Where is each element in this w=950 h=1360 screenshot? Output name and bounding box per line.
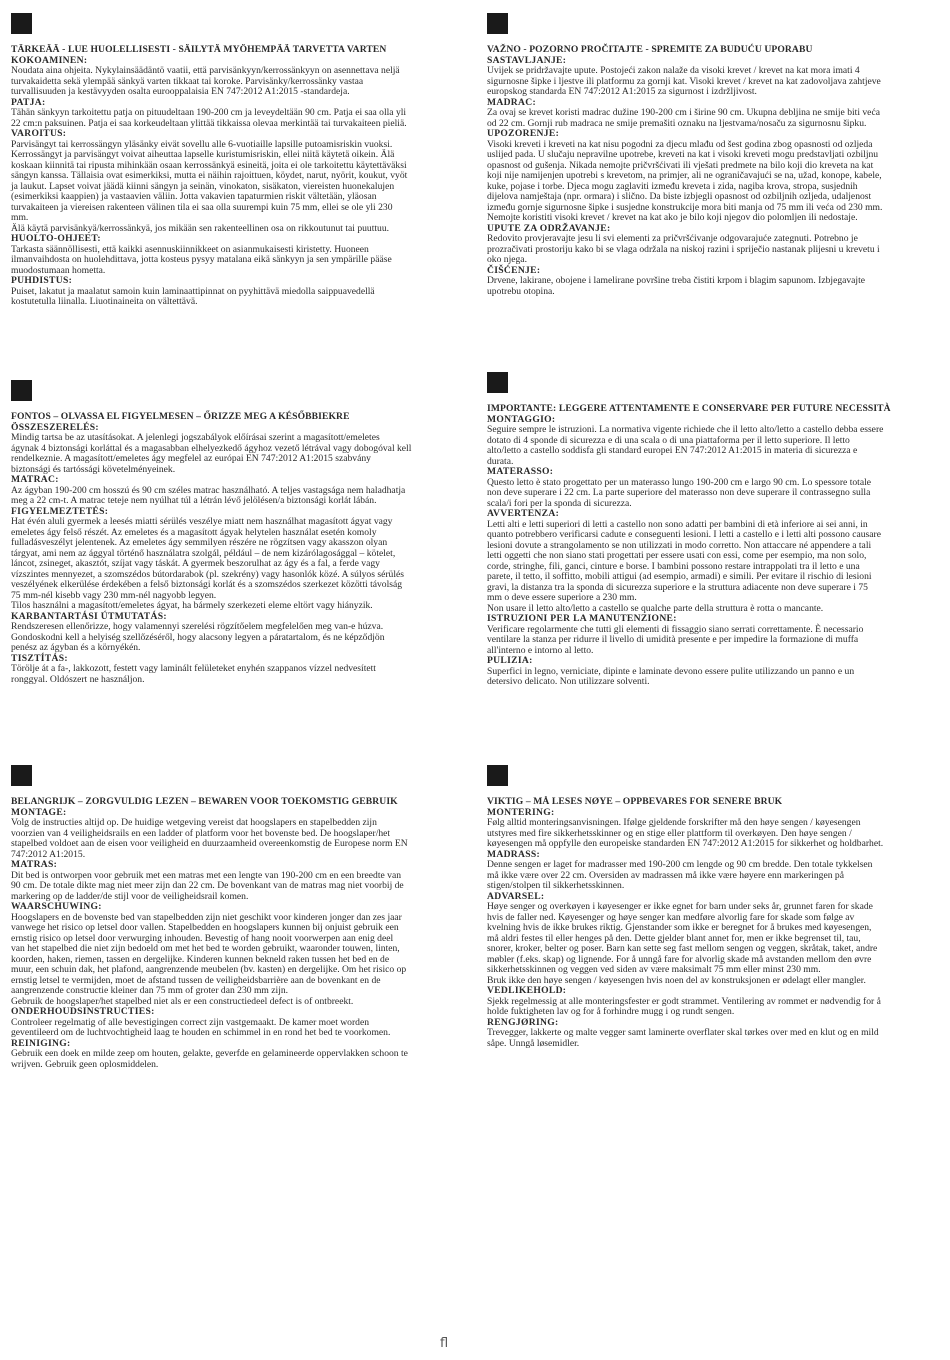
section-text: Gebruik een doek en milde zeep om houten, gelakte, geverfde en gelamineerde oppervlakken schoon te wrijven. Gebruik geen oplosmiddelen.: [11, 1048, 408, 1070]
section-text: Volg de instructies altijd op. De huidige wetgeving vereist dat hoogslapers en stapelbedden zijn voorzien van 4 veiligheidsrails en een ladder of platform voor het bovenste bed. De hoogslaper/het stapelbed voldoet aan de eisen voor veiligheid en duurzaamheid overeenkomstig de Europese norm EN 747:2012 A1:2015.: [11, 817, 408, 860]
block-title: VAŽNO - POZORNO PROČITAJTE - SPREMITE ZA BUDUĆU UPORABU: [487, 44, 813, 55]
section-text: Mindig tartsa be az utasításokat. A jelenlegi jogszabályok előírásai szerint a magasított/emeletes ágynak 4 biztonsági korláttal és a magasabban elhelyezkedő ágyhoz vezető létrával vagy dobogóval kell rendelkeznie. A magasított/emeletes ágy megfelel az európai EN 747:2012 A1:2015 szabvány biztonsági és tartóssági követelményeinek.: [11, 432, 412, 475]
instruction-block-hr: [487, 13, 939, 297]
instruction-block-no: [487, 765, 939, 1049]
section-marker-square: [11, 13, 32, 34]
section-heading: AVVERTENZA:: [487, 508, 560, 519]
section-heading: WAARSCHUWING:: [11, 901, 102, 912]
section-text: Seguire sempre le istruzioni. La normativa vigente richiede che il letto alto/letto a castello debba essere dotato di 4 sponde di sicurezza e di una scala o di una piattaforma per il letto superiore. Il letto alto/letto a castello soddisfa gli standard europei EN 747:2012 A1:2015 in materia di sicurezza e durata.: [487, 424, 884, 467]
block-title: TÄRKEÄÄ - LUE HUOLELLISESTI - SÄILYTÄ MYÖHEMPÄÄ TARVETTA VARTEN: [11, 44, 387, 55]
section-text: Controleer regelmatig of alle bevestigingen correct zijn vastgemaakt. De kamer moet worden geventileerd om de luchtvochtigheid laag te houden en schimmel in en rond het bed te voorkomen.: [11, 1016, 391, 1038]
section-heading: PATJA:: [11, 96, 46, 108]
section-text: Letti alti e letti superiori di letti a castello non sono adatti per bambini di età inferiore ai sei anni, in quanto potrebbero verificarsi cadute e conseguenti lesioni. I letti a castello e i letti alti possono causare lesioni dovute a strangolamento se non utilizzati in modo corretto. Non attaccare né appendere a tali letti oggetti che non siano stati progettati per essere usati con essi, come per esempio, ma non solo, corde, stringhe, fili, ganci, cinture e borse. I bambini possono restare intrappolati tra il letto e una parete, il tetto, il soffitto, mobili attigui (ad esempio, armadi) e simili. Per evitare il rischio di lesioni gravi, la distanza tra la sponda di sicurezza superiore e la struttura adiacente non deve superare i 75 mm o deve essere superiore a 230 mm. Non usare il letto alto/letto a castello se qualche parte della struttura è rotta o mancante.: [487, 518, 882, 614]
section-heading: ISTRUZIONI PER LA MANUTENZIONE:: [487, 613, 677, 624]
section-marker-square: [487, 372, 508, 393]
section-text: Za ovaj se krevet koristi madrac dužine 190-200 cm i širine 90 cm. Ukupna debljina ne smije biti veća od 22 cm. Gornji rub madraca ne smije premašiti oznaku na ljestvama/nosaču za sigurnosnu šipku.: [487, 107, 880, 129]
section-text: Hoogslapers en de bovenste bed van stapelbedden zijn niet geschikt voor kinderen jonger dan zes jaar vanwege het risico op letsel door vallen. Stapelbedden en hoogslapers kunnen bij onjuist gebruik een ernstig risico op letsel door verwurging inhouden. Bevestig of hang nooit voorwerpen aan enig deel van het stapelbed die niet zijn bedoeld om met het bed te worden gebruikt, waaronder touwen, linten, koorden, haken, riemen, tassen en dergelijke. Kinderen kunnen bekneld raken tussen het bed en de muur, een schuin dak, het plafond, aangrenzende meubelen (bv. kasten) en dergelijke. Om het risico op ernstig letsel te vermijden, moet de afstand tussen de veiligheidsbarrière aan de bovenkant en de aangrenzende constructie kleiner dan 75 mm of groter dan 230 mm zijn. Gebruik de hoogslaper/het stapelbed niet als er een constructiedeel defect is of ontbreekt.: [11, 911, 407, 1007]
section-text: Følg alltid monteringsanvisningen. Ifølge gjeldende forskrifter må den høye sengen / køyesengen utstyres med fire sikkerhetsskinner og en stige eller plattform til overkøyen. Den høye sengen / køyesengen må oppfylle den europeiske standarden EN 747:2012 A1:2015 for sikkerhet og holdbarhet.: [487, 817, 884, 849]
section-heading: UPOZORENJE:: [487, 128, 560, 139]
section-text: Uvijek se pridržavajte upute. Postojeći zakon nalaže da visoki krevet / krevet na kat mora imati 4 sigurnosne šipke i ljestve ili platformu za gornji kat. Visoki krevet / krevet na kat zadovoljava zahtjeve europskog standarda EN 747:2012 A1:2015 za sigurnost i izdržljivost.: [487, 65, 881, 97]
section-text: Drvene, lakirane, obojene i lamelirane površine treba čistiti krpom i blagim sapunom. Izbjegavajte upotrebu otopina.: [487, 275, 866, 297]
section-heading: MONTERING:: [487, 806, 555, 818]
section-heading: PULIZIA:: [487, 655, 533, 666]
section-text: Tähän sänkyyn tarkoitettu patja on pituudeltaan 190-200 cm ja leveydeltään 90 cm. Patja ei saa olla yli 22 cm:n paksuinen. Patja ei saa korkeudeltaan ylittää tikkaissa olevaa merkintää tai turvakaiteen pieliä.: [11, 107, 407, 129]
instruction-block-nl: [11, 765, 463, 1070]
section-heading: VAROITUS:: [11, 128, 67, 139]
section-text: Puiset, lakatut ja maalatut samoin kuin laminaattipinnat on pyyhittävä miedolla saippuavedellä kostutetulla liinalla. Liuotinaineita on vältettävä.: [11, 285, 375, 307]
section-heading: RENGJØRING:: [487, 1016, 559, 1028]
section-marker-square: [487, 765, 508, 786]
block-title: VIKTIG – MÅ LESES NØYE – OPPBEVARES FOR SENERE BRUK: [487, 796, 783, 807]
section-marker-square: [487, 13, 508, 34]
section-text: Questo letto è stato progettato per un materasso lungo 190-200 cm e largo 90 cm. Lo spessore totale non deve superare i 22 cm. La parte superiore del materasso non deve superare il contrassegno sulla scala/i fori per la sponda di sicurezza.: [487, 476, 872, 509]
section-heading: KOKOAMINEN:: [11, 54, 88, 66]
section-text: Noudata aina ohjeita. Nykylainsäädäntö vaatii, että parvisänkyyn/kerrossänkyyn on asennettava neljä turvakaidetta sekä ylempää sänkyä varten tikkaat tai koroke. Parvisänky/kerrossänky vastaa turvallisuuden ja kestävyyden osalta eurooppalaisia EN 747:2012 A1:2015 -standardeja.: [11, 65, 400, 97]
section-heading: HUOLTO-OHJEET:: [11, 233, 101, 244]
section-heading: SASTAVLJANJE:: [487, 54, 567, 66]
section-marker-square: [11, 380, 32, 401]
page-footer-mark: fl: [440, 1336, 449, 1351]
section-text: Verificare regolarmente che tutti gli elementi di fissaggio siano serrati correttamente. È necessario ventilare la stanza per ridurre il livello di umidità presente e per impedire la formazione di muffa all'interno e intorno al letto.: [487, 623, 864, 656]
section-heading: MADRASS:: [487, 848, 541, 860]
instruction-block-it: [487, 372, 939, 688]
section-heading: MONTAGGIO:: [487, 413, 556, 425]
section-text: Dit bed is ontworpen voor gebruik met een matras met een lengte van 190-200 cm en een breedte van 90 cm. De totale dikte mag niet meer zijn dan 22 cm. De bovenkant van de matras mag niet voorbij de markering op de ladder/de stijl voor de veiligheidsrail komen.: [11, 869, 404, 902]
section-text: Rendszeresen ellenőrizze, hogy valamennyi szerelési rögzítőelem megfelelően meg van-e húzva. Gondoskodni kell a helyiség szellőzéséről, hogy alacsony legyen a páratartalom, és ne képződjön penész az ágyban és a környékén.: [11, 621, 385, 653]
section-heading: TISZTÍTÁS:: [11, 652, 68, 664]
section-heading: MATERASSO:: [487, 466, 554, 477]
section-heading: REINIGING:: [11, 1037, 71, 1049]
section-text: Parvisängyt tai kerrossängyn yläsänky eivät sovellu alle 6-vuotiaille lapsille putoamisriskin vuoksi. Kerrossängyt ja parvisängyt voivat aiheuttaa lapselle kuristumisriskin, ellei niitä käytetä oikein. Älä koskaan kiinnitä tai ripusta mihinkään osaan kerrossänkyä esineitä, joita ei ole tarkoitettu käytettäväksi sängyn kanssa. Tällaisia ovat esimerkiksi, mutta ei näihin rajoittuen, köydet, narut, nyörit, koukut, vyöt ja laukut. Lapset voivat jäädä kiinni sängyn ja seinän, vinokaton, sisäkaton, viereisten huonekalujen (esimerkiksi kaappien) ja vastaavien väliin. Jotta vakavien tapaturmien riskit vältetään, yläosan turvakaiteen ja viereisen rakenteen välinen tila ei saa olla suurempi kuin 75 mm, ellei se ole yli 230 mm. Älä käytä parvisänkyä/kerrossänkyä, jos mikään sen rakenteellinen osa on rikkoutunut tai puuttuu.: [11, 138, 408, 234]
section-text: Tarkasta säännöllisesti, että kaikki asennuskiinnikkeet on asianmukaisesti kiristetty. Huoneen ilmanvaihdosta on huolehdittava, jotta kosteus pysyy matalana eikä sänkyyn ja sen ympärille pääse muodostumaan hometta.: [11, 243, 392, 276]
section-text: Sjekk regelmessig at alle monteringsfester er godt strammet. Ventilering av rommet er nødvendig for å holde fuktigheten lav og for å forhindre mugg i og rundt sengen.: [487, 995, 881, 1017]
section-heading: KARBANTARTÁSI ÚTMUTATÁS:: [11, 610, 167, 622]
section-text: Redovito provjeravajte jesu li svi elementi za pričvršćivanje odgovarajuće zategnuti. Potrebno je prozračivati prostoriju kako bi se vlaga održala na niskoj razini i spriječio nastanak plijesni u krevetu i oko njega.: [487, 233, 880, 265]
section-heading: ONDERHOUDSINSTRUCTIES:: [11, 1006, 155, 1017]
instruction-block-fi: [11, 13, 463, 308]
section-heading: PUHDISTUS:: [11, 275, 73, 286]
block-title: IMPORTANTE: LEGGERE ATTENTAMENTE E CONSERVARE PER FUTURE NECESSITÀ: [487, 403, 891, 414]
section-text: Denne sengen er laget for madrasser med 190-200 cm lengde og 90 cm bredde. Den totale tykkelsen må ikke være over 22 cm. Oversiden av madrassen må ikke være høyere enn markeringen på stigen/stolpen til sikkerhetsskinnen.: [487, 859, 873, 891]
section-heading: MATRAC:: [11, 474, 59, 485]
block-title: FONTOS – OLVASSA EL FIGYELMESEN – ŐRIZZE MEG A KÉSŐBBIEKRE: [11, 411, 350, 422]
section-text: Trevegger, lakkerte og malte vegger samt laminerte overflater skal tørkes over med en klut og en mild såpe. Unngå løsemidler.: [487, 1027, 879, 1049]
section-marker-square: [11, 765, 32, 786]
block-title: BELANGRIJK – ZORGVULDIG LEZEN – BEWAREN VOOR TOEKOMSTIG GEBRUIK: [11, 796, 398, 807]
section-text: Superfici in legno, verniciate, dipinte e laminate devono essere pulite utilizzando un panno e un detersivo delicato. Non utilizzare solventi.: [487, 665, 855, 687]
section-text: Høye senger og overkøyen i køyesenger er ikke egnet for barn under seks år, grunnet faren for skade hvis de faller ned. Køyesenger og høye senger kan medføre alvorlig fare for skade som følge av kvelning hvis de ikke brukes riktig. Gjenstander som ikke er beregnet for å brukes med køyesengen, må aldri festes til eller henges på den. Dette gjelder blant annet for, men er ikke begrenset til, tau, snorer, kroker, belter og poser. Barn kan sette seg fast mellom sengen og veggen, skråtak, taket, andre møbler (f.eks. skap) og lignende. For å unngå fare for alvorlig skade må avstanden mellom den øvre sikkerhetsskinnen og veggen ved siden av være maksimalt 75 mm eller minst 230 mm. Bruk ikke den høye sengen / køyesengen hvis noen del av konstruksjonen er ødelagt eller mangler.: [487, 901, 878, 986]
section-text: Törölje át a fa-, lakkozott, festett vagy laminált felületeket enyhén szappanos vízzel nedvesített ronggyal. Oldószert ne használjon.: [11, 663, 376, 685]
section-heading: ADVARSEL:: [487, 890, 545, 902]
section-heading: UPUTE ZA ODRŽAVANJE:: [487, 222, 611, 234]
section-heading: VEDLIKEHOLD:: [487, 985, 567, 996]
section-heading: ÖSSZESZERELÉS:: [11, 421, 99, 433]
instruction-block-hu: [11, 380, 463, 685]
section-heading: MADRAC:: [487, 96, 536, 108]
section-heading: ČIŠĆENJE:: [487, 264, 541, 276]
section-text: Az ágyban 190-200 cm hosszú és 90 cm széles matrac használható. A teljes vastagsága nem haladhatja meg a 22 cm-t. A matrac teteje nem nyúlhat túl a létrán lévő jelölésen/a biztonsági korlát lábán.: [11, 484, 406, 506]
section-heading: MONTAGE:: [11, 806, 67, 818]
section-text: Hat évén aluli gyermek a leesés miatti sérülés veszélye miatt nem használhat magasított ágyat vagy emeletes ágy felső részét. Az emeletes és a magasított ágyak helytelen használat esetén komoly fulladásveszélyt jelentenek. Az emeletes ágy semmilyen részére ne rögzítsen vagy akasszon olyan tárgyat, ami nem az ággyal történő használatra szolgál, például – de nem kizárólagosággal – kötelet, láncot, zsineget, akasztót, szíjat vagy táskát. A gyermek beszorulhat az ágy és a fal, a ferde vagy vízszintes mennyezet, a szomszédos bútordarabok (pl. szekrény) vagy hasonlók közé. A súlyos sérülés veszélyének elkerülése érdekében a felső biztonsági korlát és a szomszédos szerkezet közötti távolság 75 mm-nél kisebb vagy 230 mm-nél nagyobb legyen. Tilos használni a magasított/emeletes ágyat, ha bármely szerkezeti eleme eltört vagy hiányzik.: [11, 516, 404, 611]
section-text: Visoki kreveti i kreveti na kat nisu pogodni za djecu mlađu od šest godina zbog opasnosti od ozljeda uslijed pada. U slučaju nepravilne upotrebe, kreveti na kat i visoki kreveti mogu predstavljati ozbiljnu opasnost od gušenja. Nikada nemojte pričvršćivati ili vješati predmete na bilo koji dio kreveta na kat koji nije namijenjen upotrebi s krevetom, na primjer, ali ne ograničavajući se na, užad, konope, kabele, kuke, pojase i torbe. Djeca mogu zaglaviti između kreveta i zida, nagiba krova, stropa, susjednih dijelova namještaja (npr. ormara) i slično. Da biste izbjegli opasnost od ozbiljnih ozljeda, udaljenost između gornje sigurnosne šipke i susjedne konstrukcije mora biti manja od 75 mm ili veća od 230 mm. Nemojte koristiti visoki krevet / krevet na kat ako je bilo koji njegov dio polomljen ili nedostaje.: [487, 138, 883, 223]
section-heading: FIGYELMEZTETÉS:: [11, 505, 109, 517]
section-heading: MATRAS:: [11, 859, 58, 870]
